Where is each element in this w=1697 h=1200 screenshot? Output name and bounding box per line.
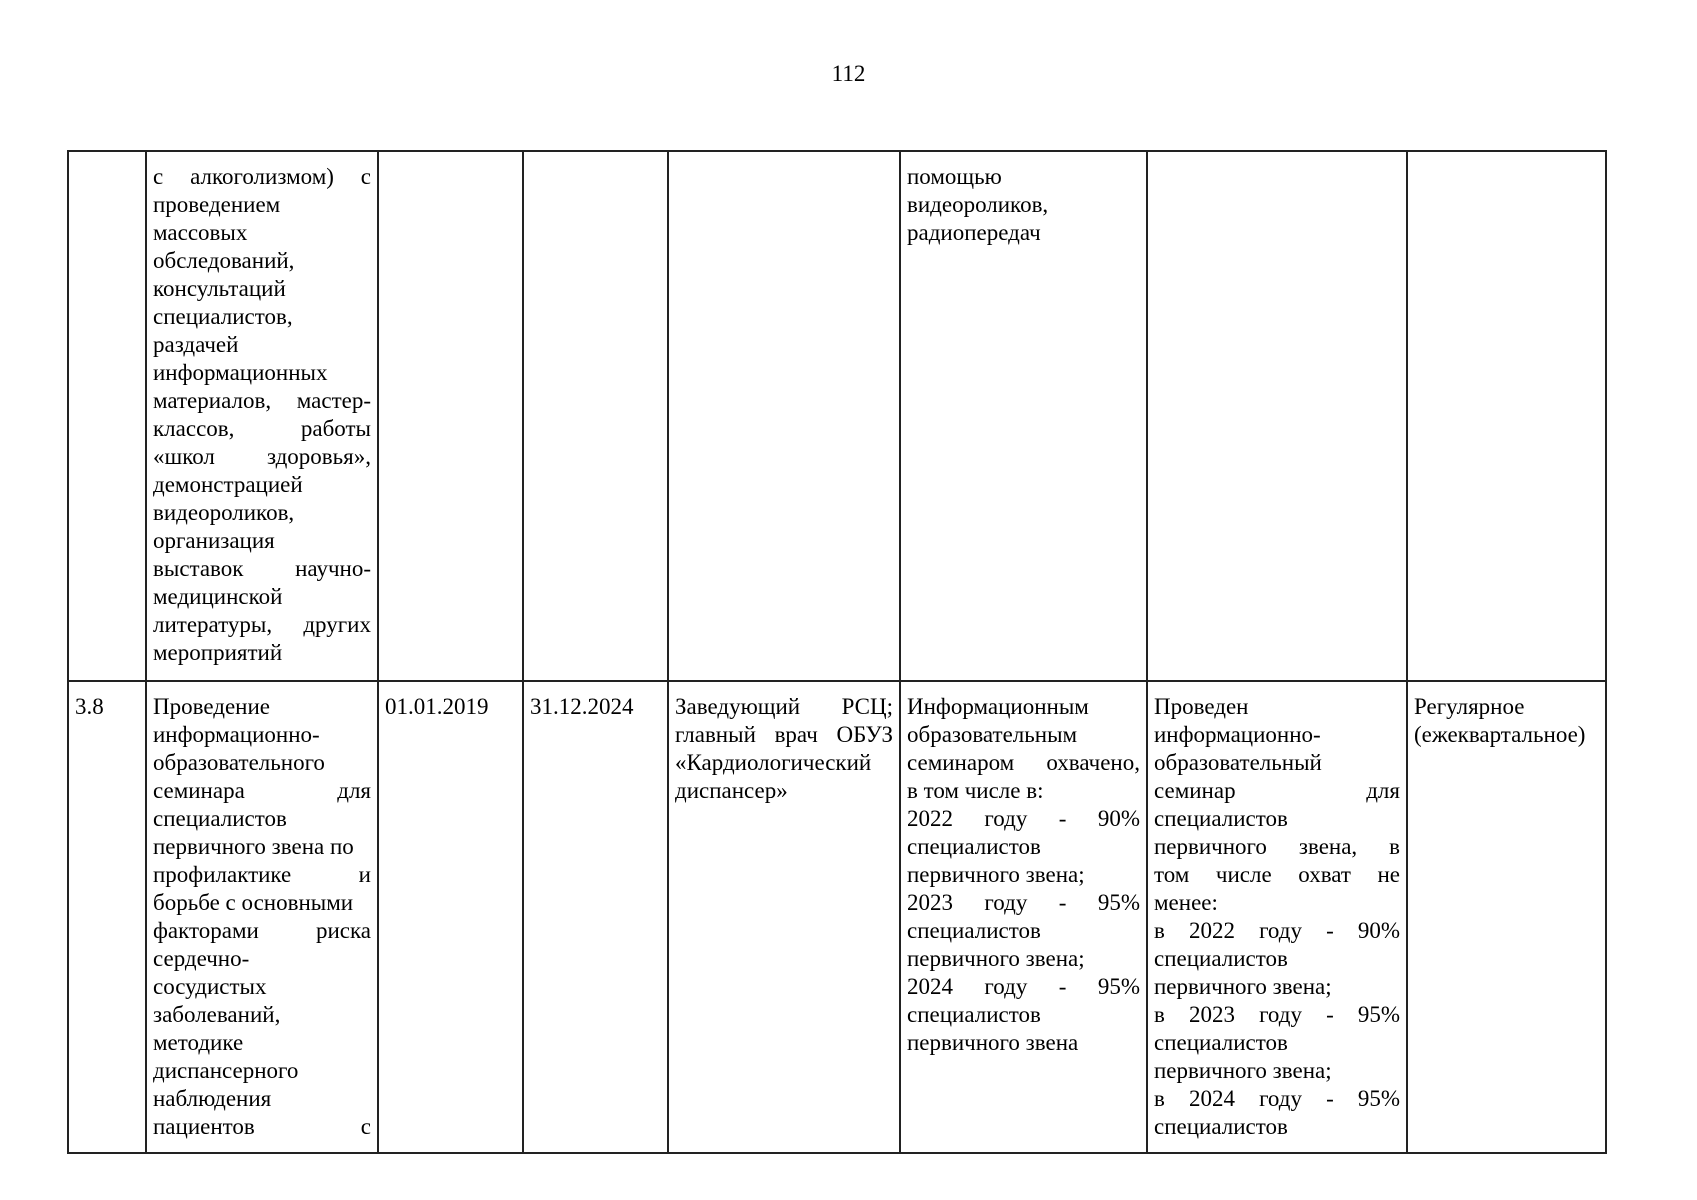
text-line: в 2023 году - 95%	[1154, 1002, 1400, 1027]
text-line: диспансер»	[675, 778, 788, 803]
text-line: Информационным	[907, 694, 1089, 719]
text-line: специалистов	[907, 834, 1041, 859]
text-line: том числе охват не	[1154, 862, 1400, 887]
text-line: видеороликов,	[907, 192, 1049, 217]
cell-item-number	[68, 151, 146, 681]
text-line: помощью	[907, 164, 1002, 189]
text-line: «школ здоровья»,	[153, 444, 371, 469]
text-line: 2022 году - 90%	[907, 806, 1140, 831]
text-line: борьбе с основными	[153, 890, 354, 915]
text-line: информационных	[153, 360, 328, 385]
cell-item-number	[68, 681, 146, 1153]
cell-expected-result	[900, 681, 1147, 1153]
cell-end-date	[523, 151, 668, 681]
text-line: пациентов с	[153, 1114, 371, 1139]
text-line: диспансерного	[153, 1058, 299, 1083]
text-line: Заведующий РСЦ;	[675, 694, 893, 719]
text-line: семинара для	[153, 778, 371, 803]
text-line: 3.8	[75, 694, 104, 719]
text-line: сердечно-	[153, 946, 250, 971]
cell-event-description	[146, 681, 378, 1153]
cell-event-description	[146, 151, 378, 681]
cell-control-event	[1147, 681, 1407, 1153]
text-line: медицинской	[153, 584, 283, 609]
text-line: Регулярное	[1414, 694, 1525, 719]
text-line: сосудистых	[153, 974, 267, 999]
text-line: образовательным	[907, 722, 1078, 747]
text-line: материалов, мастер-	[153, 388, 371, 413]
text-line: обследований,	[153, 248, 295, 273]
page-number: 112	[831, 61, 866, 86]
cell-start-date	[378, 681, 523, 1153]
text-line: специалистов	[1154, 1030, 1288, 1055]
cell-start-date	[378, 151, 523, 681]
text-line: классов, работы	[153, 416, 371, 441]
text-line: 2023 году - 95%	[907, 890, 1140, 915]
text-line: методике	[153, 1030, 244, 1055]
text-line: (ежеквартальное)	[1414, 722, 1586, 747]
text-line: первичного звена, в	[1154, 834, 1400, 859]
text-line: специалистов	[1154, 806, 1288, 831]
text-line: наблюдения	[153, 1086, 272, 1111]
cell-responsible	[668, 151, 900, 681]
text-line: специалистов	[907, 1002, 1041, 1027]
text-line: с алкоголизмом) с	[153, 164, 371, 189]
text-line: специалистов	[1154, 1114, 1288, 1139]
text-line: первичного звена;	[1154, 1058, 1332, 1083]
cell-frequency	[1407, 681, 1606, 1153]
text-line: Проведен	[1154, 694, 1249, 719]
text-line: массовых	[153, 220, 248, 245]
text-line: первичного звена;	[907, 946, 1085, 971]
text-line: первичного звена;	[1154, 974, 1332, 999]
text-line: факторами риска	[153, 918, 371, 943]
cell-control-event	[1147, 151, 1407, 681]
text-line: организация	[153, 528, 275, 553]
text-line: профилактике и	[153, 862, 371, 887]
text-line: семинар для	[1154, 778, 1400, 803]
text-line: видеороликов,	[153, 500, 295, 525]
cell-end-date	[523, 681, 668, 1153]
text-line: специалистов	[1154, 946, 1288, 971]
text-line: специалистов,	[153, 304, 293, 329]
text-line: в 2024 году - 95%	[1154, 1086, 1400, 1111]
text-line: демонстрацией	[153, 472, 303, 497]
text-line: 01.01.2019	[385, 694, 489, 719]
text-line: менее:	[1154, 890, 1218, 915]
text-line: 2024 году - 95%	[907, 974, 1140, 999]
text-line: первичного звена;	[907, 862, 1085, 887]
text-line: в 2022 году - 90%	[1154, 918, 1400, 943]
text-line: раздачей	[153, 332, 239, 357]
text-line: мероприятий	[153, 640, 283, 665]
text-line: семинаром охвачено,	[907, 750, 1140, 775]
text-line: радиопередач	[907, 220, 1041, 245]
text-line: образовательного	[153, 750, 325, 775]
text-line: специалистов	[153, 806, 287, 831]
cell-expected-result	[900, 151, 1147, 681]
cell-responsible	[668, 681, 900, 1153]
text-line: консультаций	[153, 276, 286, 301]
text-line: «Кардиологический	[675, 750, 872, 775]
text-line: информационно-	[1154, 722, 1321, 747]
table-row-row-3-8	[68, 681, 1606, 1153]
text-line: специалистов	[907, 918, 1041, 943]
text-line: проведением	[153, 192, 281, 217]
plan-table	[67, 150, 1607, 1154]
text-line: информационно-	[153, 722, 320, 747]
text-line: заболеваний,	[153, 1002, 281, 1027]
text-line: первичного звена по	[153, 834, 354, 859]
text-line: 31.12.2024	[530, 694, 634, 719]
text-line: образовательный	[1154, 750, 1322, 775]
text-line: литературы, других	[153, 612, 371, 637]
text-line: в том числе в:	[907, 778, 1044, 803]
cell-frequency	[1407, 151, 1606, 681]
text-line: первичного звена	[907, 1030, 1079, 1055]
table-row-row-continuation	[68, 151, 1606, 681]
text-line: Проведение	[153, 694, 270, 719]
text-line: выставок научно-	[153, 556, 371, 581]
text-line: главный врач ОБУЗ	[675, 722, 893, 747]
